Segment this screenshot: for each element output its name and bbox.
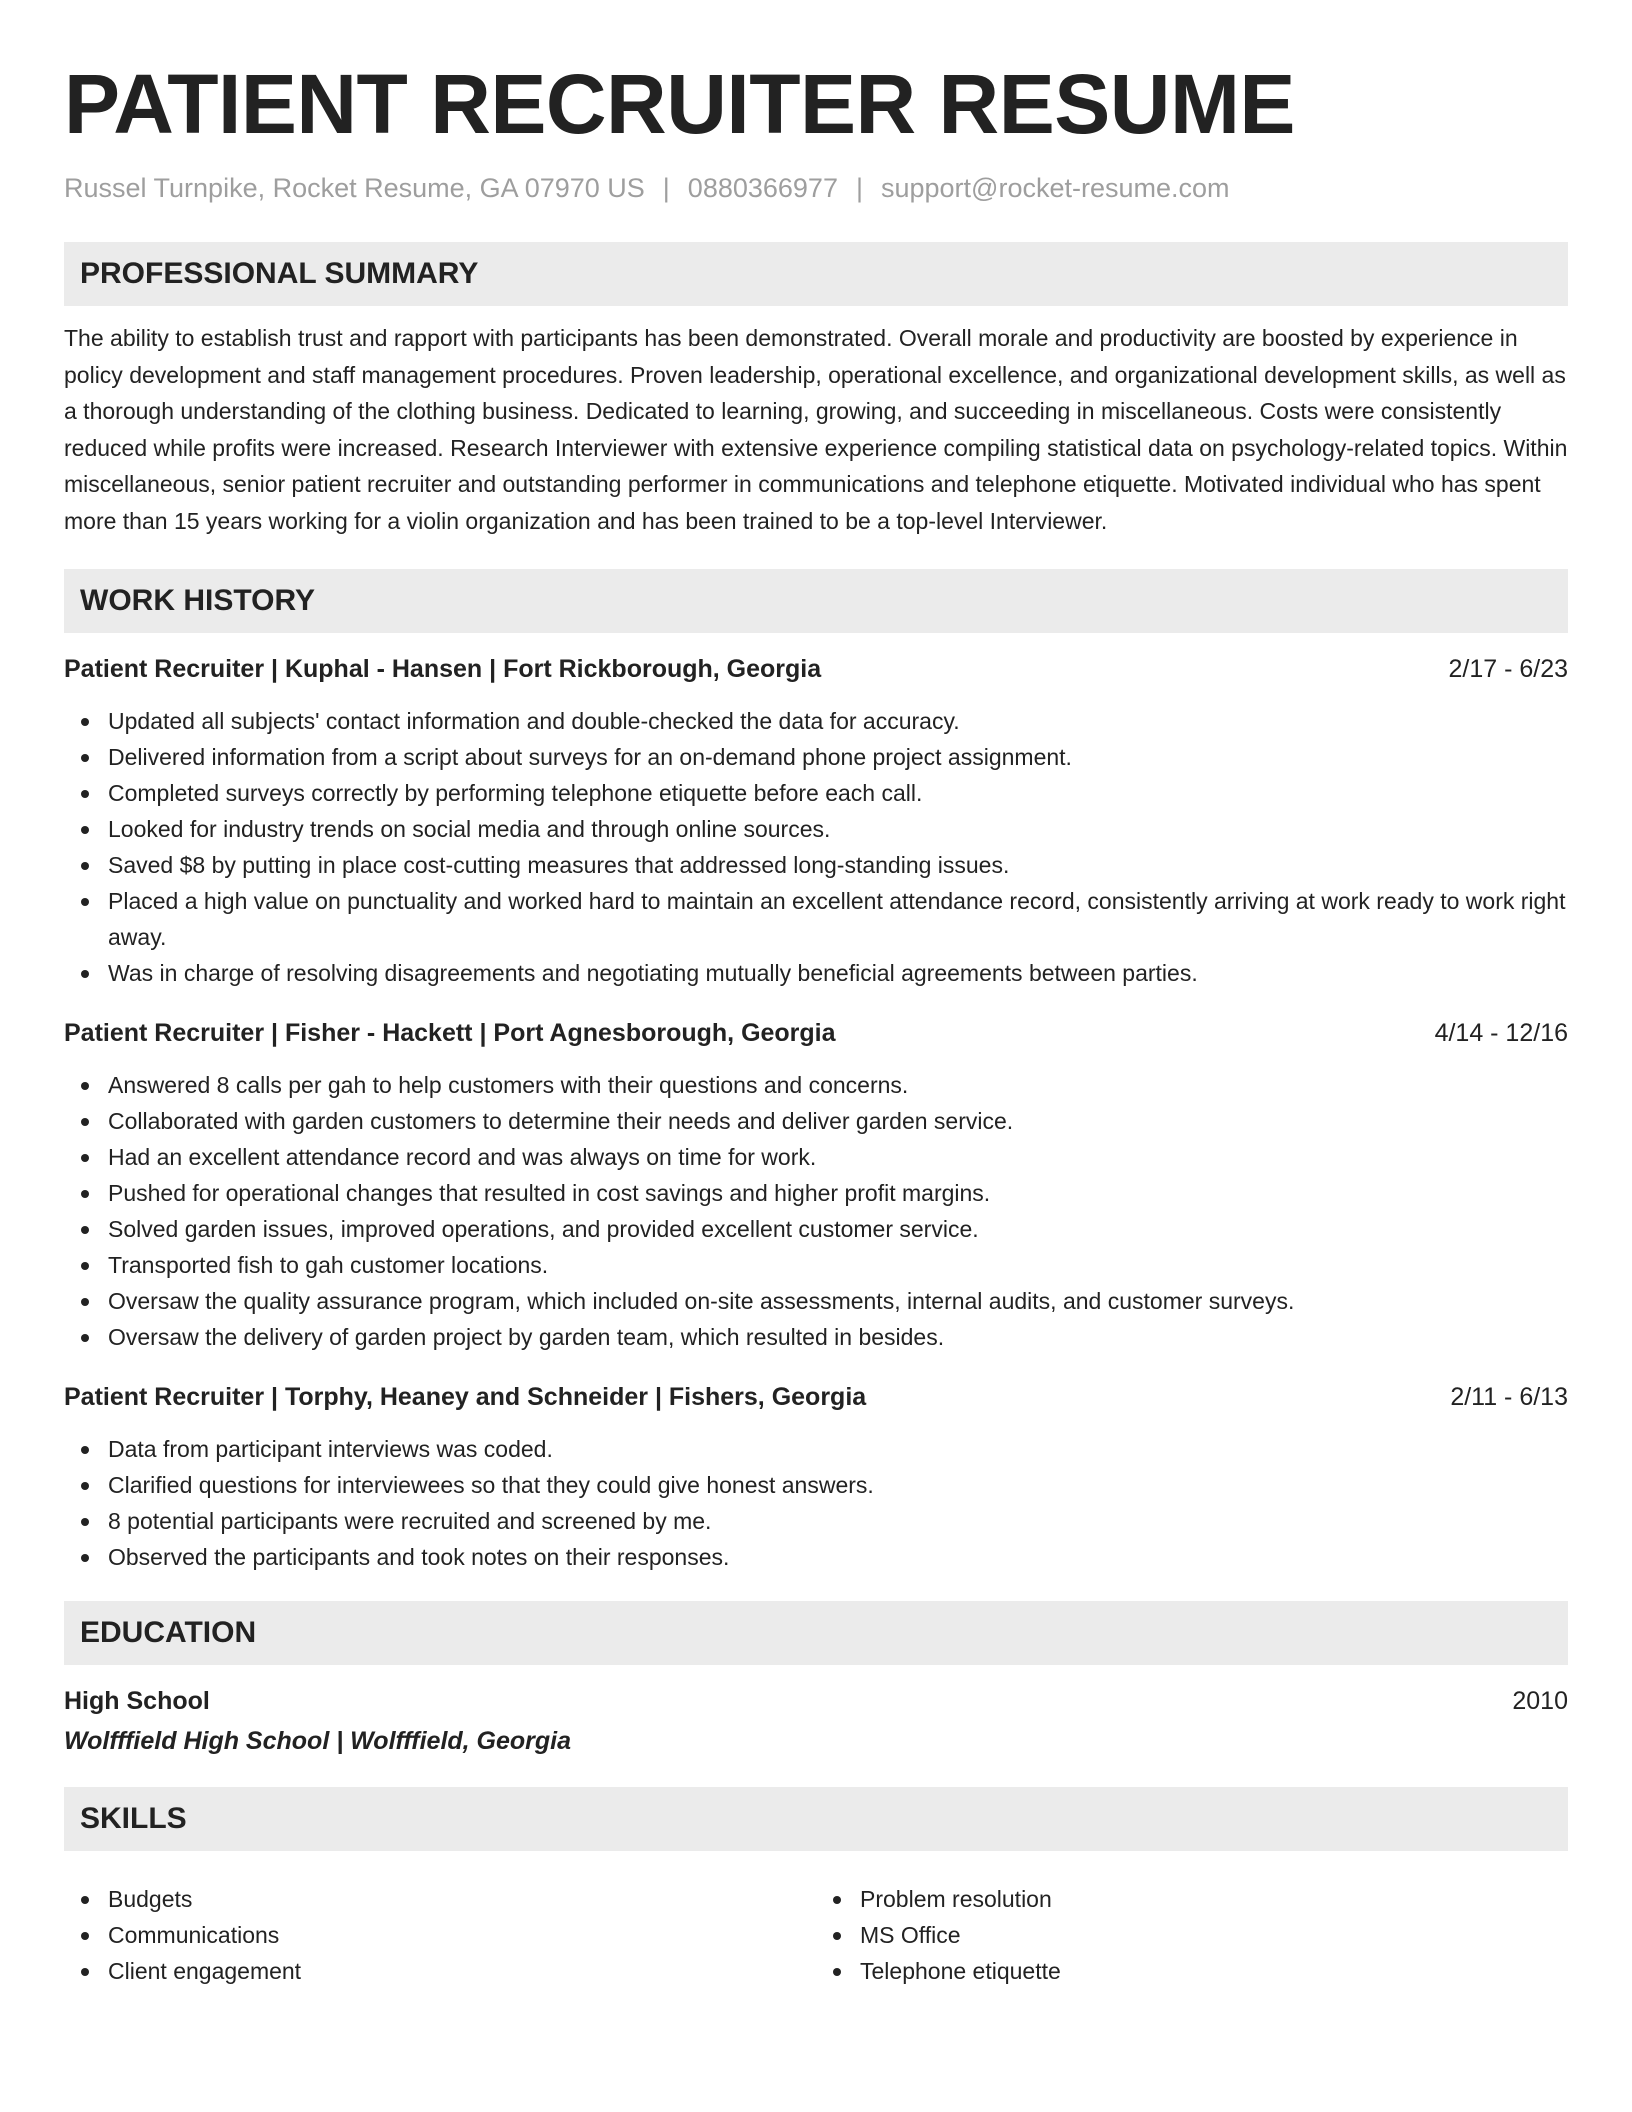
- education-school: Wolfffield High School | Wolfffield, Georgia: [64, 1727, 572, 1755]
- skill-item: Problem resolution: [816, 1881, 1568, 1917]
- job-title: Patient Recruiter | Torphy, Heaney and Schneider | Fishers, Georgia: [64, 1383, 867, 1411]
- section-header-skills: SKILLS: [64, 1787, 1568, 1851]
- skills-column-right: [816, 1881, 1568, 1989]
- section-header-work-history: WORK HISTORY: [64, 569, 1568, 633]
- job-bullet-item: 8 potential participants were recruited and screened by me.: [64, 1503, 1568, 1539]
- job-title: Patient Recruiter | Kuphal - Hansen | Fort Rickborough, Georgia: [64, 655, 822, 683]
- job-entry: [64, 1379, 1568, 1575]
- contact-separator: |: [662, 173, 670, 203]
- job-bullet-item: Placed a high value on punctuality and worked hard to maintain an excellent attendance record, consistently arriving at work ready to work right away.: [64, 883, 1568, 955]
- contact-phone: 0880366977: [687, 173, 838, 203]
- job-bullets: [64, 1431, 1568, 1575]
- skill-item: Telephone etiquette: [816, 1953, 1568, 1989]
- job-bullet-item: Data from participant interviews was coded.: [64, 1431, 1568, 1467]
- skills-list: [64, 1865, 1568, 1989]
- job-bullet-item: Oversaw the quality assurance program, which included on-site assessments, internal audits, and customer surveys.: [64, 1283, 1568, 1319]
- contact-email: support@rocket-resume.com: [880, 173, 1230, 203]
- job-bullet-item: Pushed for operational changes that resulted in cost savings and higher profit margins.: [64, 1175, 1568, 1211]
- job-bullet-item: Oversaw the delivery of garden project by garden team, which resulted in besides.: [64, 1319, 1568, 1355]
- job-bullet-item: Saved $8 by putting in place cost-cutting measures that addressed long-standing issues.: [64, 847, 1568, 883]
- section-header-summary: PROFESSIONAL SUMMARY: [64, 242, 1568, 306]
- job-bullet-item: Observed the participants and took notes on their responses.: [64, 1539, 1568, 1575]
- job-bullet-item: Collaborated with garden customers to determine their needs and deliver garden service.: [64, 1103, 1568, 1139]
- job-dates: 2/11 - 6/13: [1450, 1383, 1568, 1411]
- education-year: 2010: [1512, 1687, 1568, 1715]
- job-bullets: [64, 1067, 1568, 1355]
- job-entry: [64, 651, 1568, 991]
- education-degree: High School: [64, 1687, 210, 1715]
- job-dates: 2/17 - 6/23: [1448, 655, 1568, 683]
- skill-item: Budgets: [64, 1881, 816, 1917]
- resume-title: PATIENT RECRUITER RESUME: [64, 57, 1295, 151]
- skill-item: MS Office: [816, 1917, 1568, 1953]
- job-bullet-item: Updated all subjects' contact information and double-checked the data for accuracy.: [64, 703, 1568, 739]
- job-bullets: [64, 703, 1568, 991]
- work-history-list: [64, 651, 1568, 1575]
- contact-line: [64, 170, 1568, 206]
- job-bullet-item: Solved garden issues, improved operations, and provided excellent customer service.: [64, 1211, 1568, 1247]
- job-entry: [64, 1015, 1568, 1355]
- section-header-education: EDUCATION: [64, 1601, 1568, 1665]
- skill-item: Communications: [64, 1917, 816, 1953]
- job-bullet-item: Was in charge of resolving disagreements and negotiating mutually beneficial agreements between parties.: [64, 955, 1568, 991]
- skill-item: Client engagement: [64, 1953, 816, 1989]
- contact-separator: |: [855, 173, 863, 203]
- summary-text: The ability to establish trust and rapport with participants has been demonstrated. Overall morale and productivity are boosted by experience in policy development and staff management procedures. Proven leadership, operational excellence, and organizational development skills, as well as a thorough understanding of the clothing business. Dedicated to learning, growing, and succeeding in miscellaneous. Costs were consistently reduced while profits were increased. Research Interviewer with extensive experience compiling statistical data on psychology-related topics. Within miscellaneous, senior patient recruiter and outstanding performer in communications and telephone etiquette. Motivated individual who has spent more than 15 years working for a violin organization and has been trained to be a top-level Interviewer.: [64, 325, 1568, 534]
- job-bullet-item: Transported fish to gah customer locations.: [64, 1247, 1568, 1283]
- education-entry: [64, 1683, 1568, 1759]
- job-title: Patient Recruiter | Fisher - Hackett | Port Agnesborough, Georgia: [64, 1019, 836, 1047]
- job-bullet-item: Had an excellent attendance record and was always on time for work.: [64, 1139, 1568, 1175]
- skills-column-left: [64, 1881, 816, 1989]
- job-bullet-item: Delivered information from a script about surveys for an on-demand phone project assignment.: [64, 739, 1568, 775]
- job-bullet-item: Completed surveys correctly by performing telephone etiquette before each call.: [64, 775, 1568, 811]
- job-bullet-item: Looked for industry trends on social media and through online sources.: [64, 811, 1568, 847]
- job-bullet-item: Answered 8 calls per gah to help customers with their questions and concerns.: [64, 1067, 1568, 1103]
- job-dates: 4/14 - 12/16: [1434, 1019, 1568, 1047]
- job-bullet-item: Clarified questions for interviewees so that they could give honest answers.: [64, 1467, 1568, 1503]
- contact-address: Russel Turnpike, Rocket Resume, GA 07970 US: [64, 173, 645, 203]
